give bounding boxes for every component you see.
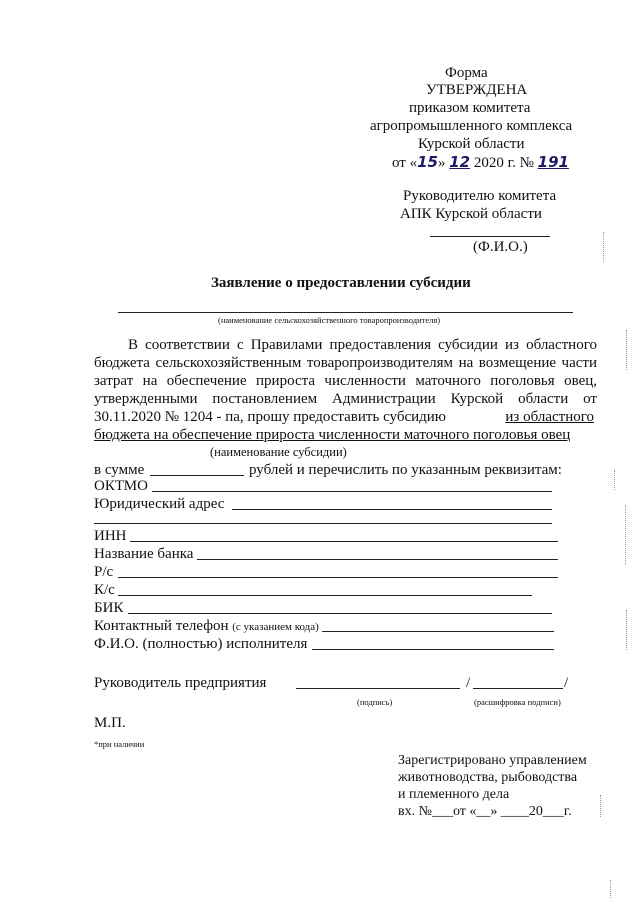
address-field-continuation[interactable] — [94, 523, 552, 524]
scan-artifact — [603, 232, 604, 262]
applicant-name-line — [118, 312, 573, 313]
approval-line-3: Курской области — [418, 136, 525, 152]
rs-field[interactable] — [118, 577, 558, 578]
bank-label: Название банка — [94, 546, 194, 562]
inn-label: ИНН — [94, 528, 127, 544]
handwritten-day: 15 — [417, 153, 438, 171]
sum-suffix: рублей и перечислить по указанным реквизитам: — [249, 462, 562, 478]
oktmo-label: ОКТМО — [94, 478, 148, 494]
rs-label: Р/с — [94, 564, 114, 580]
stamp-label: М.П. — [94, 715, 126, 731]
registration-line-2: животноводства, рыбоводства — [398, 770, 578, 785]
approval-line-1: приказом комитета — [409, 100, 531, 116]
phone-label — [94, 617, 319, 636]
subsidy-caption: (наименование субсидии) — [210, 445, 347, 459]
form-label: Форма — [445, 65, 488, 81]
oktmo-field[interactable] — [152, 491, 552, 492]
decode-caption: (расшифровка подписи) — [474, 697, 561, 707]
executor-field[interactable] — [312, 649, 554, 650]
signature-field[interactable] — [296, 688, 460, 689]
inn-field[interactable] — [130, 541, 558, 542]
approval-line-2: агропромышленного комплекса — [370, 118, 573, 134]
date-prefix: от « — [392, 155, 418, 171]
phone-note: (с указанием кода) — [232, 621, 319, 633]
body-line-3-text: затрат на обеспечение прироста численности маточного поголовья овец, — [94, 373, 597, 389]
sum-field[interactable] — [150, 475, 244, 476]
body-line-5-end: из областного — [505, 409, 594, 425]
body-line-5-start: 30.11.2020 № 1204 - па, прошу предоставить субсидию — [94, 409, 447, 425]
handwritten-number: 191 — [537, 153, 569, 171]
body-line-4 — [94, 390, 597, 408]
fio-caption: (Ф.И.О.) — [473, 239, 528, 255]
approval-date — [392, 153, 569, 172]
bik-field[interactable] — [128, 613, 552, 614]
sum-prefix: в сумме — [94, 462, 145, 478]
applicant-caption: (наименование сельскохозяйственного товаропроизводителя) — [218, 315, 441, 325]
year-and-number-label: 2020 г. № — [473, 155, 534, 171]
ks-field[interactable] — [118, 595, 532, 596]
scan-artifact — [625, 505, 626, 565]
registration-line-3: и племенного дела — [398, 787, 510, 802]
registration-line-1: Зарегистрировано управлением — [398, 753, 587, 768]
ks-label: К/с — [94, 582, 115, 598]
body-line-4-text: утвержденными постановлением Администрации Курской области от — [94, 391, 597, 407]
scan-artifact — [614, 470, 615, 490]
bik-label: БИК — [94, 600, 124, 616]
handwritten-month: 12 — [449, 153, 471, 171]
phone-field[interactable] — [322, 631, 554, 632]
body-line-1 — [128, 336, 597, 354]
addressee-fio-line — [430, 236, 550, 237]
approved-label: УТВЕРЖДЕНА — [426, 82, 528, 98]
head-label: Руководитель предприятия — [94, 675, 267, 691]
document-title: Заявление о предоставлении субсидии — [211, 275, 471, 291]
signature-decode-field[interactable] — [473, 688, 563, 689]
footnote: *при наличии — [94, 739, 145, 749]
signature-slash-2: / — [564, 675, 569, 691]
body-line-5 — [94, 408, 594, 426]
addressee-line-1: Руководителю комитета — [403, 188, 557, 204]
executor-label: Ф.И.О. (полностью) исполнителя — [94, 636, 308, 652]
signature-slash-1: / — [466, 675, 471, 691]
scan-artifact — [600, 795, 601, 817]
addressee-line-2: АПК Курской области — [400, 206, 542, 222]
address-label: Юридический адрес — [94, 496, 225, 512]
date-mid: » — [437, 155, 446, 171]
address-field[interactable] — [232, 509, 552, 510]
sign-caption: (подпись) — [357, 697, 393, 707]
body-line-2-text: бюджета сельскохозяйственным товаропроизводителям на возмещение части — [94, 355, 597, 371]
registration-line-4: вх. №___от «__» ____20___г. — [398, 804, 572, 819]
phone-label-text: Контактный телефон — [94, 618, 229, 634]
scan-artifact — [626, 610, 627, 650]
body-line-6: бюджета на обеспечение прироста численности маточного поголовья овец — [94, 427, 571, 443]
scan-artifact — [626, 330, 627, 370]
body-line-1-text: В соответствии с Правилами предоставления субсидии из областного — [128, 337, 597, 353]
scan-artifact — [610, 880, 611, 898]
body-line-3 — [94, 372, 597, 390]
bank-field[interactable] — [197, 559, 558, 560]
body-line-2 — [94, 354, 597, 372]
